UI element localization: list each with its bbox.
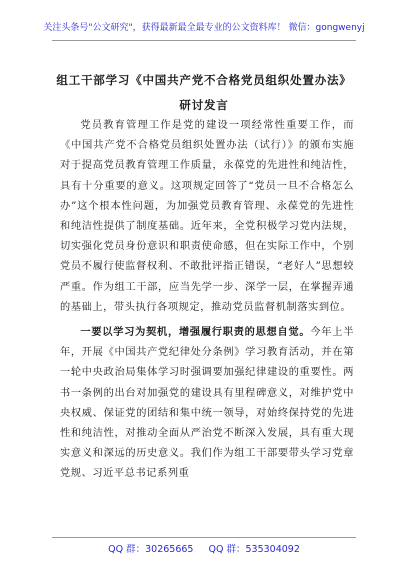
document-title: 组工干部学习《中国共产党不合格党员组织处置办法》研讨发言	[56, 73, 352, 112]
document-body	[60, 116, 354, 490]
paragraph-2-body: 今年上半年，开展《中国共产党纪律处分条例》学习教育活动，并在第一轮中央政治局集体学习时强调要加强纪律建设的重要性。两书一条例的出台对加强党的建设具有里程碑意义，对维护党中央权威、保证党的团结和集中统一领导，对始终保持党的先进性和纯洁性，对推动全面从严治党不断深入发展，具有重大现实意义和深远的历史意义。我们作为组工干部要带头学习党章党规、习近平总书记系列重	[60, 327, 354, 480]
header-banner[interactable]: 关注头条号"公文研究"，获得最新最全最专业的公文资料库！ 微信：gongwenyj	[43, 23, 365, 33]
footer-qq-group-2[interactable]: QQ 群：535304092	[208, 544, 300, 555]
footer-qq-group-1[interactable]: QQ 群：30265665	[108, 544, 194, 555]
header-divider	[52, 40, 356, 41]
paragraph-1: 党员教育管理工作是党的建设一项经常性重要工作，而《中国共产党不合格党员组织处置办法（试行）》的颁布实施对于提高党员教育管理工作质量，永葆党的先进性和纯洁性，具有十分重要的意义。这项规定回答了“党员一旦不合格怎么办”这个根本性问题，为加强党员教育管理、永葆党的先进性和纯洁性提供了制度基础。近年来，全党积极学习党内法规，切实强化党员身份意识和职责使命感，但在实际工作中，个别党员不履行使监督权利、不敢批评指正错误，“老好人”思想较严重。作为组工干部，应当先学一步、深学一层，在掌握弄通的基础上，带头执行各项规定，推动党员监督机制落实到位。	[60, 120, 354, 313]
footer-divider	[52, 537, 356, 538]
paragraph-2	[60, 323, 354, 485]
paragraph-2-lead: 一要以学习为契机，增强履行职责的思想自觉。	[80, 327, 311, 339]
footer	[0, 541, 408, 555]
